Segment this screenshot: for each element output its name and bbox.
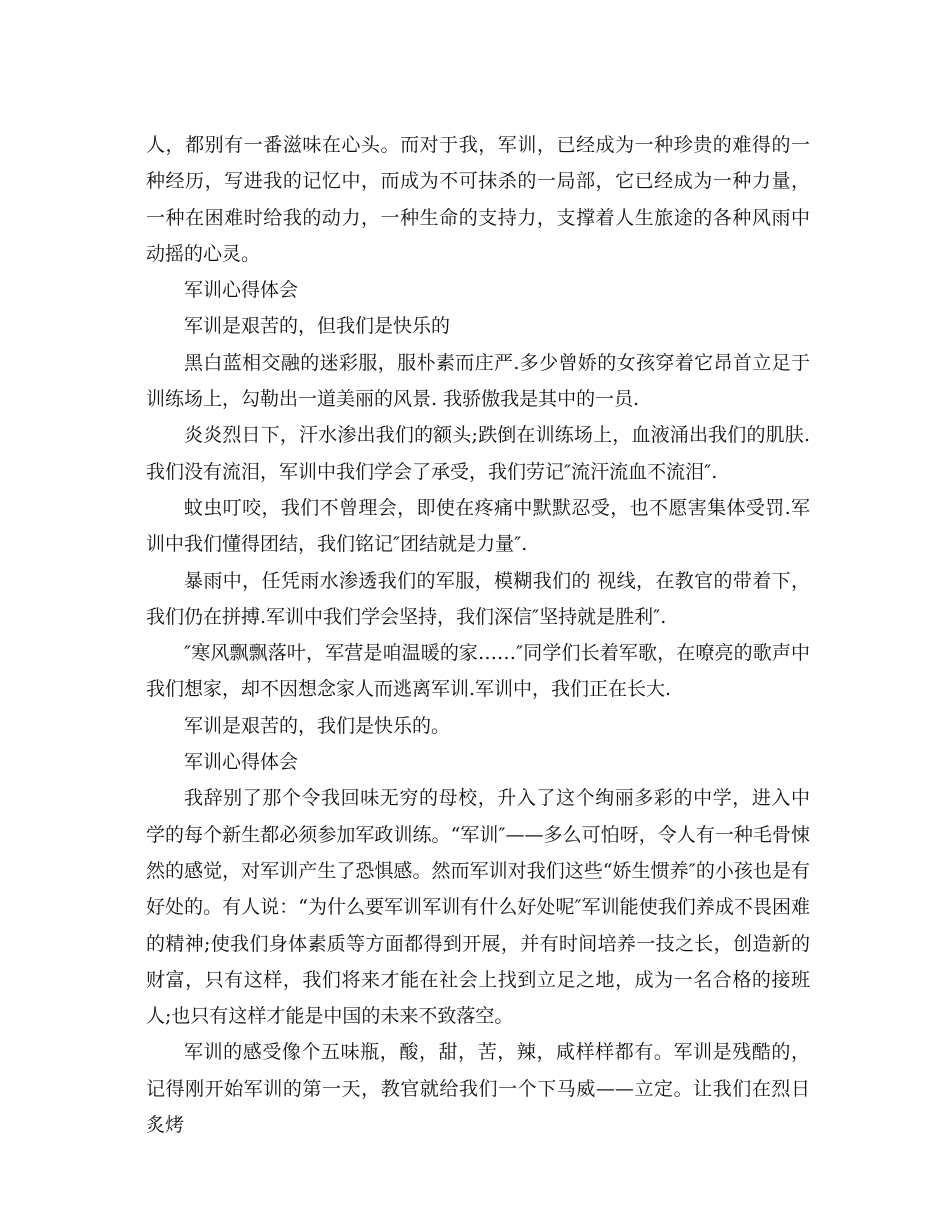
paragraph: 暴雨中，任凭雨水渗透我们的军服，模糊我们的 视线，在教官的带着下，我们仍在拼搏.军训中我们学会坚持，我们深信″坚持就是胜利″.	[146, 569, 810, 628]
paragraph: 蚊虫叮咬，我们不曾理会，即使在疼痛中默默忍受，也不愿害集体受罚.军训中我们懂得团结，我们铭记″团结就是力量″.	[146, 496, 810, 556]
paragraph: 军训是艰苦的，我们是快乐的。	[184, 714, 451, 737]
paragraph: ″寒风飘飘落叶，军营是咱温暖的家……″同学们长着军歌，在嘹亮的歌声中我们想家，却不因想念家人而逃离军训.军训中，我们正在长大.	[146, 642, 810, 701]
paragraph: 军训的感受像个五味瓶，酸，甜，苦，辣，咸样样都有。军训是残酷的，记得刚开始军训的第一天，教官就给我们一个下马威——立定。让我们在烈日炙烤	[146, 1041, 810, 1137]
paragraph: 我辞别了那个令我回味无穷的母校，升入了这个绚丽多彩的中学，进入中学的每个新生都必须参加军政训练。“军训″——多么可怕呀，令人有一种毛骨悚然的感觉，对军训产生了恐惧感。然而军训对我们这些“娇生惯养″的小孩也是有好处的。有人说：“为什么要军训军训有什么好处呢″军训能使我们养成不畏困难的精神;使我们身体素质等方面都得到开展，并有时间培养一技之长，创造新的财富，只有这样，我们将来才能在社会上找到立足之地，成为一名合格的接班人;也只有这样才能是中国的未来不致落空。	[146, 787, 810, 1028]
paragraph: 黑白蓝相交融的迷彩服，服朴素而庄严.多少曾娇的女孩穿着它昂首立足于训练场上，勾勒出一道美丽的风景. 我骄傲我是其中的一员.	[146, 351, 810, 411]
section-subtitle: 军训是艰苦的，但我们是快乐的	[184, 315, 451, 338]
paragraph: 炎炎烈日下，汗水渗出我们的额头;跌倒在训练场上，血液涌出我们的肌肤.我们没有流泪，军训中我们学会了承受，我们劳记″流汗流血不流泪″.	[146, 424, 810, 483]
section-title: 军训心得体会	[184, 279, 299, 302]
document-body	[146, 127, 810, 1143]
paragraph-continuation: 人，都别有一番滋味在心头。而对于我，军训，已经成为一种珍贵的难得的一种经历，写进我的记忆中，而成为不可抹杀的一局部，它已经成为一种力量，一种在困难时给我的动力，一种生命的支持力，支撑着人生旅途的各种风雨中动摇的心灵。	[146, 134, 810, 265]
section-title: 军训心得体会	[184, 751, 299, 774]
